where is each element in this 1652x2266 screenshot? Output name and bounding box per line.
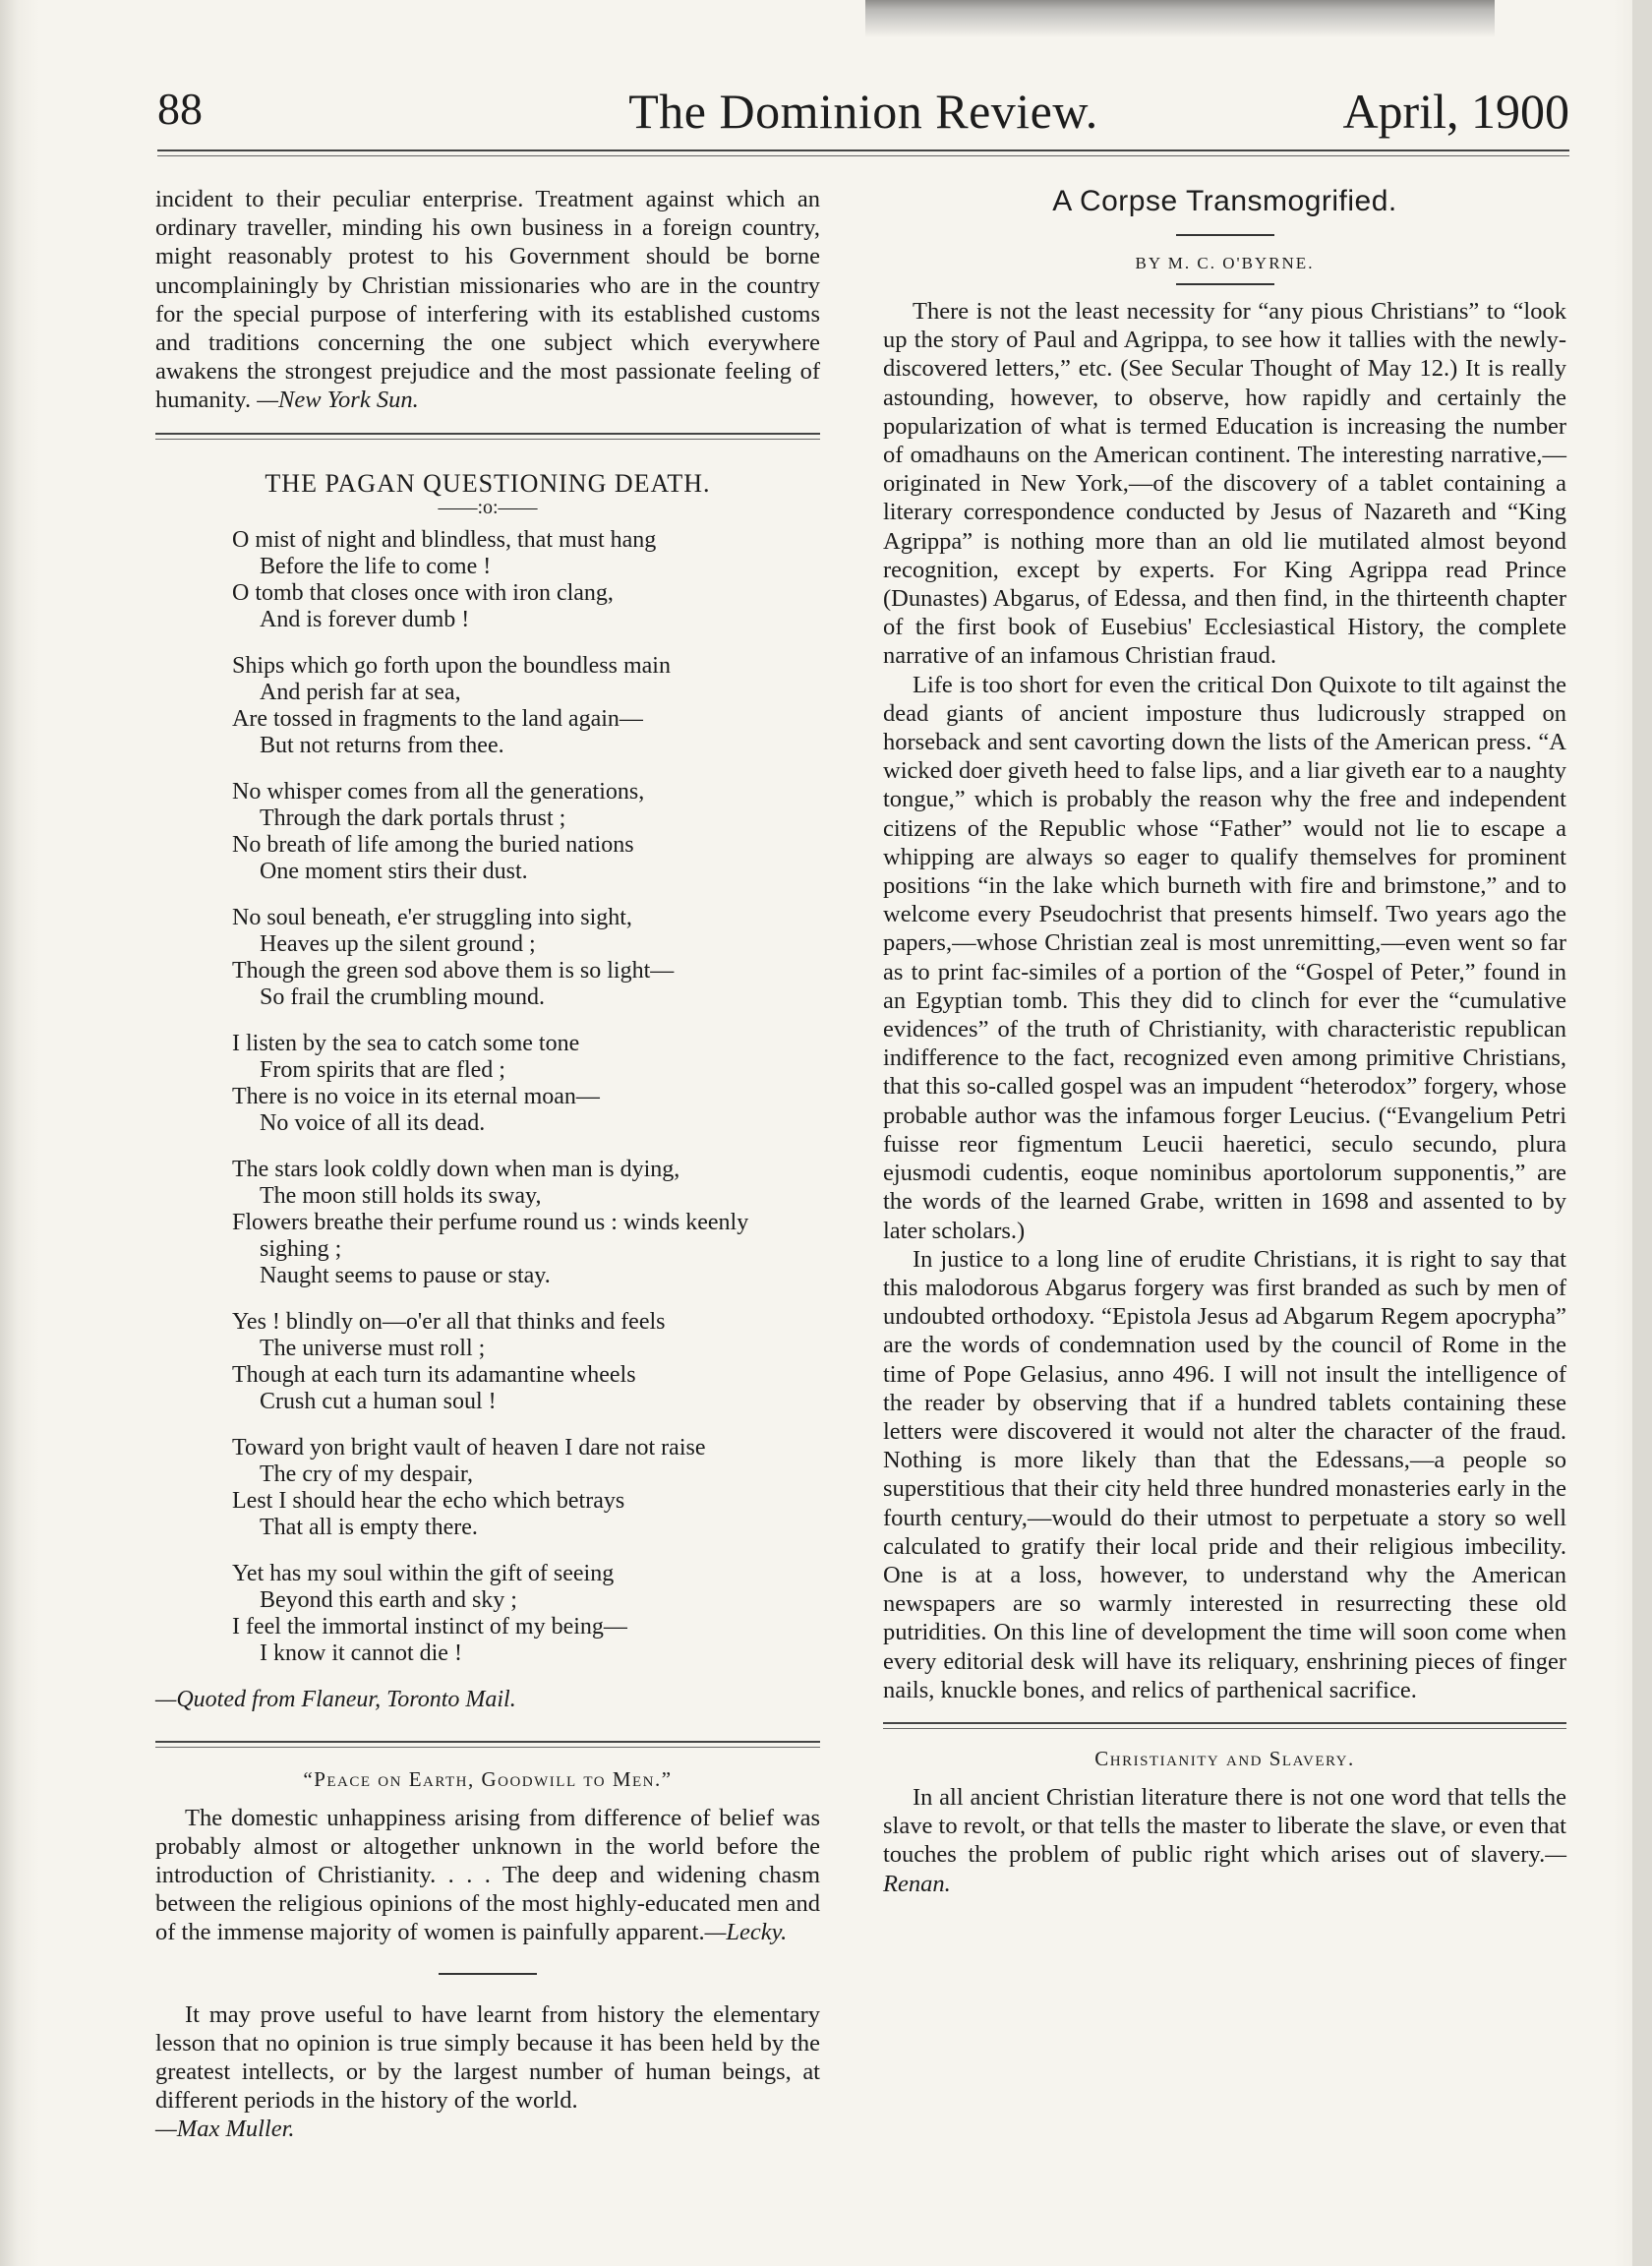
poem-line: That all is empty there. <box>260 1514 478 1540</box>
poem-line: Though the green sod above them is so light— <box>232 957 675 984</box>
header-rule <box>157 149 1569 156</box>
poem-line: No soul beneath, e'er struggling into sight, <box>232 904 632 930</box>
poem-line: Are tossed in fragments to the land again— <box>232 705 643 732</box>
short-divider <box>1176 283 1274 285</box>
essay-byline: BY M. C. O'BYRNE. <box>1135 254 1315 272</box>
poem-line: Beyond this earth and sky ; <box>260 1586 517 1613</box>
journal-title: The Dominion Review. <box>628 84 1098 139</box>
right-column <box>883 185 1566 1898</box>
poem-line: One moment stirs their dust. <box>260 858 528 884</box>
intro-text: incident to their peculiar enterprise. Treatment against which an ordinary traveller, minding his own business in a foreign country, might reasonably protest to his Government should be borne uncomplainingly by Christian missionaries who are in the country for the special purpose of interfering with its established customs and traditions concerning the one subject which everywhere awakens the strongest prejudice and the most passionate feeling of humanity. <box>155 186 820 414</box>
short-divider <box>439 1973 537 1975</box>
essay-title: A Corpse Transmogrified. <box>1052 185 1397 217</box>
poem-line: O mist of night and blindless, that must hang <box>232 526 657 553</box>
poem-line: Flowers breathe their perfume round us : winds keenly <box>232 1209 749 1235</box>
essay-paragraph: Life is too short for even the critical Don Quixote to tilt against the dead giants of ancient imposture thus ludicrously strapped on horseback and sent cavorting down the lists of the American press. “A wicked doer giveth heed to false lips, and a liar giveth ear to a naughty tongue,” which is probably the reason why the free and independent citizens of the Republic whose “Father” would not lie to escape a whipping are always so eager to qualify themselves for prominent positions “in the lake which burneth with fire and brimstone,” and to welcome every Pseudochrist that presents himself. Two years ago the papers,—whose Christian zeal is most unremitting,—even went so far as to print fac-similes of a portion of the “Gospel of Peter,” found in an Egyptian tomb. This they did to clinch for ever the “cumulative evidences” of the truth of Christianity, with characteristic republican indifference to the fact, recognized even among primitive Christians, that this so-called gospel was an impudent “heterodox” forgery, whose probable author was the infamous forger Leucius. (“Evangelium Petri fuisse reor figmentum Leucii haeretici, seculo secundo, plura ejusmodi cudentis, eoque nominibus aportolorum supponentis,” are the words of the learned Grabe, written in 1698 and assented to by later scholars.) <box>883 671 1566 1244</box>
poem-line: No breath of life among the buried nations <box>232 831 634 858</box>
poem-line: O tomb that closes once with iron clang, <box>232 579 614 606</box>
poem-line: I know it cannot die ! <box>260 1640 462 1666</box>
intro-source: —New York Sun. <box>257 387 419 414</box>
poem-line: There is no voice in its eternal moan— <box>232 1083 600 1109</box>
poem-line: sighing ; <box>260 1235 342 1262</box>
poem-line: Though at each turn its adamantine wheels <box>232 1361 636 1388</box>
poem-line: I listen by the sea to catch some tone <box>232 1030 580 1056</box>
poem-line: And is forever dumb ! <box>260 606 470 632</box>
short-divider <box>1176 234 1274 236</box>
poem-line: Yet has my soul within the gift of seeing <box>232 1560 615 1586</box>
slavery-title: Christianity and Slavery. <box>1094 1746 1355 1770</box>
peace-excerpt <box>155 1804 820 1947</box>
poem-line: From spirits that are fled ; <box>260 1056 505 1083</box>
slavery-text: In all ancient Christian literature there is not one word that tells the slave to revolt, or that tells the master to liberate the slave, or even that touches the problem of public right which arises out of slavery. <box>883 1783 1566 1869</box>
peace-text: The domestic unhappiness arising from difference of belief was probably almost or altogether unknown in the world before the introduction of Christianity. . . . The deep and widening chasm between the religious opinions of the most highly-educated men and of the immense majority of women is painfully apparent. <box>155 1804 820 1946</box>
poem-line: Yes ! blindly on—o'er all that thinks and feels <box>232 1308 666 1335</box>
poem-stanza <box>232 653 820 759</box>
poem-line: The cry of my despair, <box>260 1461 473 1487</box>
issue-date: April, 1900 <box>1342 84 1569 139</box>
slavery-excerpt <box>883 1783 1566 1898</box>
poem-divider: ——:o:—— <box>438 496 538 518</box>
poem-body <box>155 527 820 1667</box>
poem-line: Through the dark portals thrust ; <box>260 805 566 831</box>
poem-credit: —Quoted from Flaneur, Toronto Mail. <box>155 1686 516 1712</box>
poem-line: No whisper comes from all the generations, <box>232 778 645 805</box>
poem-stanza <box>232 1309 820 1415</box>
essay-paragraph: In justice to a long line of erudite Christians, it is right to say that this malodorous Abgarus forgery was first branded as such by men of undoubted orthodoxy. “Epistola Jesus ad Abgarum Regem apocrypha” are the words of condemnation used by the council of Rome in the time of Pope Gelasius, anno 496. I will not insult the intelligence of the reader by observing that if a hundred tablets containing these letters were discovered it would not alter the character of the fraud. Nothing is more likely than that the Edessans,—a people so superstitious that their city held three hundred monasteries early in the fourth century,—would do their utmost to perpetuate a story so well calculated to gratify their local pride and their religious imbecility. One is at a loss, however, to understand why the American newspapers are so warmly interested in resurrecting these old putridities. On this line of development the time will soon come when every editorial desk will have its reliquary, enshrining pieces of finger nails, knuckle bones, and relics of parthenical sacrifice. <box>883 1245 1566 1703</box>
poem-line: Lest I should hear the echo which betrays <box>232 1487 625 1514</box>
poem-line: Before the life to come ! <box>260 553 492 579</box>
peace-title: “Peace on Earth, Goodwill to Men.” <box>303 1766 673 1791</box>
poem-stanza <box>232 905 820 1011</box>
section-divider <box>155 433 820 440</box>
poem-line: I feel the immortal instinct of my being— <box>232 1613 627 1640</box>
slavery-source: —Renan. <box>883 1841 1566 1897</box>
section-divider <box>155 1741 820 1748</box>
section-divider <box>883 1722 1566 1729</box>
poem-line: Heaves up the silent ground ; <box>260 930 536 957</box>
poem-stanza <box>232 1031 820 1137</box>
scan-right-edge <box>1632 0 1652 2266</box>
poem-stanza <box>232 1435 820 1541</box>
poem-line: The universe must roll ; <box>260 1335 486 1361</box>
scan-top-shadow <box>865 0 1495 39</box>
poem-stanza <box>232 1157 820 1289</box>
poem-line: And perish far at sea, <box>260 679 461 705</box>
muller-excerpt <box>155 2000 820 2144</box>
poem-line: The moon still holds its sway, <box>260 1182 542 1209</box>
poem-line: So frail the crumbling mound. <box>260 984 545 1010</box>
poem-line: Toward yon bright vault of heaven I dare not raise <box>232 1434 706 1461</box>
poem-line: Crush cut a human soul ! <box>260 1388 497 1414</box>
running-header <box>157 83 1569 142</box>
essay-paragraph: There is not the least necessity for “any pious Christians” to “look up the story of Paul and Agrippa, to see how it tallies with the newly-discovered letters,” etc. (See Secular Thought of May 12.) It is really astounding, however, to observe, how rapidly and certainly the popularization of what is termed Education is increasing the number of omadhauns on the American continent. The interesting narrative,—originated in New York,—of the discovery of a tablet containing a literary correspondence conducted by Jesus of Nazareth and “King Agrippa” is nothing more than an old lie mutilated almost beyond recognition, except by experts. For King Agrippa read Prince (Dunastes) Abgarus, of Edessa, and then find, in the thirteenth chapter of the first book of Eusebius' Ecclesiastical History, the complete narrative of an infamous Christian fraud. <box>883 298 1566 670</box>
poem-line: But not returns from thee. <box>260 732 504 758</box>
muller-source: —Max Muller. <box>155 2116 295 2143</box>
poem-line: Ships which go forth upon the boundless main <box>232 652 671 679</box>
poem-stanza <box>232 1561 820 1667</box>
essay-body <box>883 297 1566 1704</box>
poem-line: No voice of all its dead. <box>260 1109 486 1136</box>
peace-source: —Lecky. <box>704 1919 788 1946</box>
poem-title: THE PAGAN QUESTIONING DEATH. <box>265 468 711 498</box>
left-column <box>155 185 820 2144</box>
poem-stanza <box>232 779 820 885</box>
poem-stanza <box>232 527 820 633</box>
muller-text: It may prove useful to have learnt from history the elementary lesson that no opinion is true simply because it has been held by the greatest intellects, or by the largest number of human beings, at different periods in the history of the world. <box>155 2000 820 2115</box>
page-number: 88 <box>157 84 203 134</box>
poem-line: Naught seems to pause or stay. <box>260 1262 551 1288</box>
intro-excerpt <box>155 185 820 415</box>
poem-line: The stars look coldly down when man is dying, <box>232 1156 680 1182</box>
